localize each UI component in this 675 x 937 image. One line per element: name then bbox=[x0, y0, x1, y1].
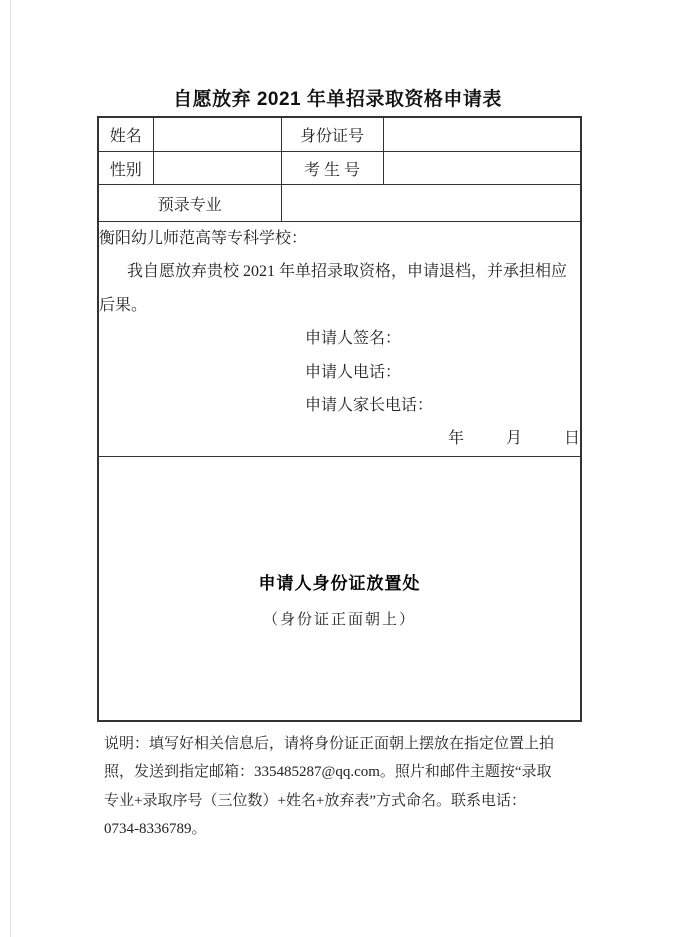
pledge-body-line: 我自愿放弃贵校 2021 年单招录取资格，申请退档，并承担相应 bbox=[127, 263, 568, 281]
gender-label: 性别 bbox=[98, 152, 153, 185]
day-label: 日 bbox=[563, 430, 580, 448]
instructions-line: 0734-8336789。 bbox=[104, 821, 207, 838]
id-card-row bbox=[98, 456, 581, 721]
page-left-edge bbox=[10, 0, 11, 937]
id-card-box-title: 申请人身份证放置处 bbox=[258, 573, 421, 593]
candidate-number-value-cell bbox=[383, 152, 581, 185]
instructions-line: 专业+录取序号（三位数）+姓名+放弃表”方式命名。联系电话： bbox=[104, 792, 527, 809]
table-row bbox=[98, 185, 581, 222]
id-card-placement-box bbox=[98, 456, 581, 721]
applicant-signature-label: 申请人签名： bbox=[305, 330, 402, 348]
application-form-table bbox=[97, 116, 582, 722]
pledge-body-line: 后果。 bbox=[99, 296, 148, 314]
name-label: 姓名 bbox=[98, 117, 153, 152]
table-row bbox=[98, 152, 581, 185]
id-card-box-subtitle: （身份证正面朝上） bbox=[262, 611, 416, 628]
gender-value-cell bbox=[153, 152, 281, 185]
instructions-line: 照，发送到指定邮箱：335485287@qq.com。照片和邮件主题按“录取 bbox=[104, 764, 552, 781]
candidate-number-label: 考 生 号 bbox=[281, 152, 383, 185]
year-label: 年 bbox=[447, 430, 464, 448]
month-label: 月 bbox=[505, 430, 522, 448]
document-title: 自愿放弃 2021 年单招录取资格申请表 bbox=[173, 89, 502, 110]
salutation-line: 衡阳幼儿师范高等专科学校： bbox=[99, 230, 308, 247]
pre-admitted-major-value-cell bbox=[281, 185, 581, 222]
pledge-row bbox=[98, 222, 581, 457]
pre-admitted-major-label: 预录专业 bbox=[98, 185, 281, 222]
instructions-paragraph bbox=[104, 730, 554, 844]
parent-phone-label: 申请人家长电话： bbox=[305, 397, 434, 415]
name-value-cell bbox=[153, 117, 281, 152]
applicant-phone-label: 申请人电话： bbox=[305, 363, 402, 381]
date-line bbox=[99, 422, 580, 455]
id-number-value-cell bbox=[383, 117, 581, 152]
table-row bbox=[98, 117, 581, 152]
instructions-line: 说明：填写好相关信息后，请将身份证正面朝上摆放在指定位置上拍 bbox=[104, 736, 555, 752]
id-number-label: 身份证号 bbox=[281, 117, 383, 152]
pledge-cell bbox=[98, 222, 581, 457]
